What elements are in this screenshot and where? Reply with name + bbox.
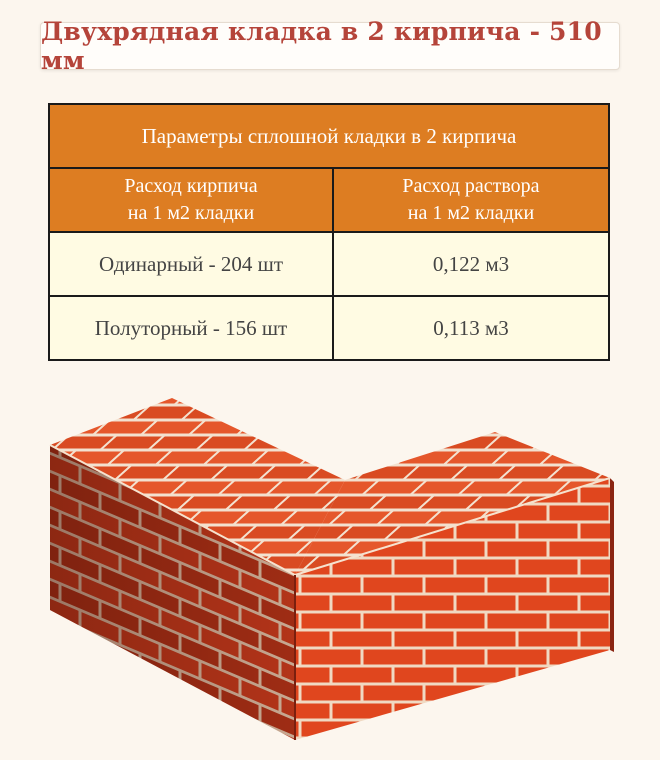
- mortar-cell: 0,122 м3: [333, 232, 609, 296]
- wall-end-face: [610, 478, 614, 652]
- brick-wall-illustration: [0, 380, 660, 760]
- brick-cell: Полуторный - 156 шт: [49, 296, 333, 360]
- page-title: Двухрядная кладка в 2 кирпича - 510 мм: [41, 17, 602, 75]
- table-row: [49, 296, 609, 360]
- table-caption-row: [49, 104, 609, 168]
- table-caption: Параметры сплошной кладки в 2 кирпича: [49, 104, 609, 168]
- brick-cell: Одинарный - 204 шт: [49, 232, 333, 296]
- brick-consumption-header: [49, 168, 333, 232]
- mortar-header-line1: Расход раствора: [402, 175, 540, 197]
- brick-header-line2: на 1 м2 кладки: [127, 202, 255, 224]
- masonry-params-table: [48, 103, 610, 361]
- table-header-row: [49, 168, 609, 232]
- brick-header-line1: Расход кирпича: [124, 175, 258, 197]
- mortar-consumption-header: [333, 168, 609, 232]
- table-row: [49, 232, 609, 296]
- mortar-header-line2: на 1 м2 кладки: [407, 202, 535, 224]
- mortar-cell: 0,113 м3: [333, 296, 609, 360]
- title-banner: [40, 17, 620, 75]
